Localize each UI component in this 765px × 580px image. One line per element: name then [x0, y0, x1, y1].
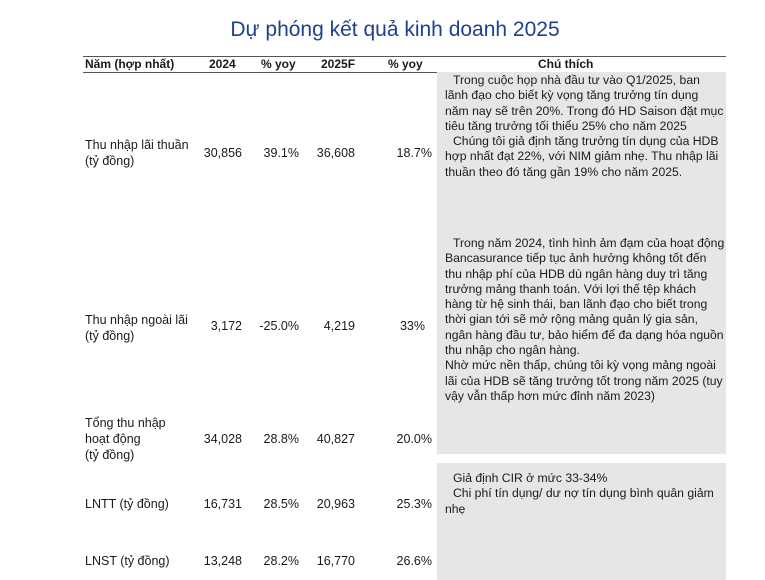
table-header	[83, 56, 726, 73]
header-yoy-2025: % yoy	[388, 57, 423, 71]
cell-2025: 36,608	[316, 146, 355, 160]
header-2024: 2024	[209, 57, 236, 71]
row-label-net-interest: Thu nhập lãi thuần (tỷ đồng)	[85, 138, 189, 168]
header-note: Chú thích	[538, 57, 594, 71]
cell-yoy2: 20.0%	[396, 432, 432, 446]
cell-2024: 13,248	[203, 554, 242, 568]
cell-yoy2: 26.6%	[396, 554, 432, 568]
row-label-pat: LNST (tỷ đồng)	[85, 554, 170, 568]
page-title: Dự phóng kết quả kinh doanh 2025	[230, 18, 560, 41]
header-yoy-2024: % yoy	[261, 57, 296, 71]
cell-yoy1: -25.0%	[259, 319, 299, 333]
cell-yoy2: 18.7%	[396, 146, 432, 160]
note-net-interest: Trong cuộc họp nhà đầu tư vào Q1/2025, ban lãnh đạo cho biết kỳ vọng tăng trưởng tín dụng năm nay sẽ trên 20%. Trong đó HD Saison đặt mục tiêu tăng trưởng tối thiểu 25% cho năm 2025 Chúng tôi giả định tăng trưởng tín dụng của HDB hợp nhất đạt 22%, với NIM giảm nhẹ. Thu nhập lãi thuần theo đó tăng gần 19% cho năm 2025.	[445, 73, 724, 179]
cell-2025: 4,219	[323, 319, 355, 333]
note-non-interest: Trong năm 2024, tình hình ảm đạm của hoạt động Bancasurance tiếp tục ảnh hưởng không tốt đến thu nhập phí của HDB dù ngân hàng duy trì tăng trưởng mảng thanh toán. Với lợi thế tệp khách hàng từ hệ sinh thái, ban lãnh đạo cho biết trong thời gian tới sẽ mở rộng mảng quản lý gia sản, ngân hàng đầu tư, bảo hiểm để đa dạng hóa nguồn thu nhập cho ngân hàng. Nhờ mức nền thấp, chúng tôi kỳ vọng mảng ngoài lãi của HDB sẽ tăng trưởng tốt trong năm 2025 (tuy vậy vẫn thấp hơn mức đỉnh năm 2023)	[445, 236, 725, 403]
cell-2024: 3,172	[210, 319, 242, 333]
cell-2025: 20,963	[316, 497, 355, 511]
cell-2024: 16,731	[203, 497, 242, 511]
cell-yoy1: 28.8%	[263, 432, 299, 446]
row-label-pbt: LNTT (tỷ đồng)	[85, 497, 169, 511]
cell-yoy1: 28.5%	[263, 497, 299, 511]
cell-2024: 30,856	[203, 146, 242, 160]
header-2025f: 2025F	[321, 57, 356, 71]
cell-yoy2: 33%	[399, 319, 425, 333]
row-label-total-income: Tổng thu nhập hoạt động (tỷ đồng)	[85, 416, 166, 462]
header-year: Năm (hợp nhất)	[85, 57, 175, 71]
cell-2024: 34,028	[203, 432, 242, 446]
cell-yoy1: 28.2%	[263, 554, 299, 568]
row-label-non-interest: Thu nhập ngoài lãi (tỷ đồng)	[85, 313, 188, 343]
cell-yoy2: 25.3%	[396, 497, 432, 511]
cell-2025: 16,770	[316, 554, 355, 568]
cell-yoy1: 39.1%	[263, 146, 299, 160]
cell-2025: 40,827	[316, 432, 355, 446]
note-costs: Giả định CIR ở mức 33-34% Chi phí tín dụng/ dư nợ tín dụng bình quân giảm nhẹ	[445, 471, 714, 516]
